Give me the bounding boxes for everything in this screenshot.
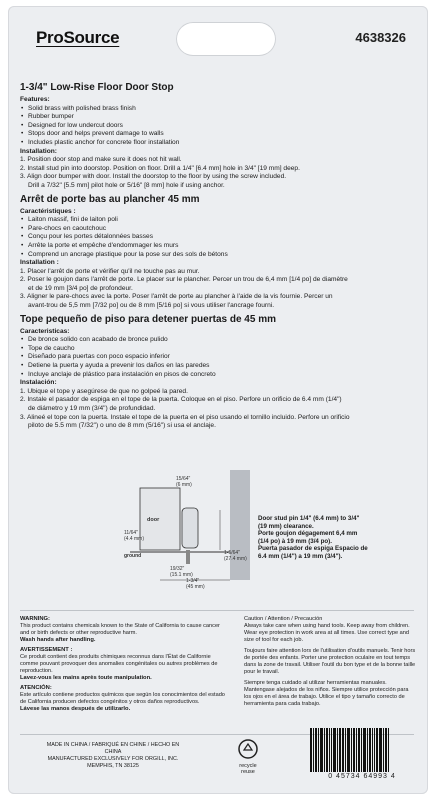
title-fr: Arrêt de porte bas au plancher 45 mm bbox=[20, 193, 200, 205]
feature-item: • Laiton massif, fini de laiton poli bbox=[28, 216, 410, 225]
spanish-section bbox=[20, 314, 410, 431]
step-item: piloto de 5.5 mm (7/32") o uno de 8 mm (5/16") si usa el anclaje. bbox=[28, 422, 216, 430]
install-label-es: Instalación: bbox=[20, 379, 57, 387]
step-item: 1. Placer l'arrêt de porte et vérifier qu'il ne touche pas au mur. bbox=[20, 267, 200, 275]
made-in-line: MADE IN CHINA / FABRIQUÉ EN CHINE / HECHO EN CHINA bbox=[46, 742, 180, 755]
spec-line: Puerta pasador de espiga Espacio de bbox=[258, 545, 368, 553]
feature-item: • Designed for low undercut doors bbox=[28, 122, 410, 131]
spec-line: (1/4 po) à 19 mm (3/4 po). bbox=[258, 537, 332, 545]
feature-item: • Includes plastic anchor for concrete floor installation bbox=[28, 139, 410, 148]
step-item: 3. Alineé el tope con la puerta. Instale el tope de la puerta en el piso usando el tornillo incluido. Perfore un orificio bbox=[20, 413, 350, 421]
barcode-bars bbox=[310, 728, 414, 772]
hang-hole bbox=[176, 22, 276, 56]
manufacturer-line: MANUFACTURED EXCLUSIVELY FOR ORGILL, INC. bbox=[47, 756, 179, 762]
english-section bbox=[20, 82, 410, 191]
features-label-es: Caracteristicas: bbox=[20, 327, 70, 335]
step-item: et de 19 mm [3/4 po] de profondeur. bbox=[28, 284, 133, 292]
sku-number: 4638326 bbox=[355, 30, 406, 45]
feature-item: • Rubber bumper bbox=[28, 113, 410, 122]
recycle-mark bbox=[230, 738, 266, 776]
steps-en bbox=[20, 156, 410, 190]
warning-bold: Wash hands after handling. bbox=[20, 637, 96, 643]
warning-body: This product contains chemicals known to the State of California to cause cancer and or birth defects or other reproductive harm. bbox=[20, 623, 220, 636]
spec-line: 6.4 mm (1/4") a 19 mm (3/4"). bbox=[258, 552, 343, 560]
feature-item: • De bronce solido con acabado de bronce pulido bbox=[28, 336, 410, 345]
warning-title: WARNING: bbox=[20, 616, 50, 622]
steps-fr bbox=[20, 268, 410, 311]
reuse-label: reuse bbox=[241, 769, 255, 775]
step-item: 2. Poser le goujon dans l'arrêt de porte. Le placer sur le plancher. Percer un trou de 6,4 mm [1/4 po] de diamètre bbox=[20, 276, 348, 284]
feature-item: • Pare-chocs en caoutchouc bbox=[28, 225, 410, 234]
spec-line: Door stud pin 1/4" (6.4 mm) to 3/4" bbox=[258, 515, 360, 522]
step-item: 2. Install stud pin into doorstop. Position on floor. Drill a 1/4" [6.4 mm] hole in 3/4" [19 mm] deep. bbox=[20, 164, 300, 172]
caution-fr: Toujours faire attention lors de l'utilisation d'outils manuels. Tenir hors de portée des enfants. Porter une protection oculaire en tout temps dans la zone de travail. Utiliser l'outil du bon type et de la bonne taille pour le travail. bbox=[244, 648, 416, 675]
brand-logo: ProSource bbox=[36, 28, 120, 47]
caution-en: Always take care when using hand tools. Keep away from children. Wear eye protection in work area at all times. Use correct type and size of tool for each job. bbox=[244, 623, 410, 643]
recycle-label: recycle bbox=[239, 762, 257, 769]
install-label-en: Installation: bbox=[20, 147, 57, 155]
door-label: door bbox=[147, 517, 160, 523]
step-item: 3. Aligner le pare-chocs avec la porte. Poser l'arrêt de porte au plancher à l'aide de la vis fournie. Percer un bbox=[20, 293, 333, 301]
spec-line: Porte goujon dégagement 6,4 mm bbox=[258, 530, 358, 538]
caution-title: Caution / Attention / Precaución bbox=[244, 616, 323, 622]
instructions bbox=[20, 82, 410, 434]
step-item: avant-trou de 5,5 mm [7/32 po] ou de 8 mm [5/16 po] si vous utiliser l'ancrage fourni. bbox=[28, 302, 275, 310]
feature-item: • Solid brass with polished brass finish bbox=[28, 105, 410, 114]
warning-body-es: Este artículo contiene productos químicos que según los conocimientos del estado de California producen defectos congénitos y otros daños reproductivos. bbox=[20, 692, 225, 705]
features-en bbox=[20, 105, 410, 148]
barcode bbox=[310, 728, 414, 780]
features-label-en: Features: bbox=[20, 96, 50, 103]
feature-item: • Arrête la porte et empêche d'endommager les murs bbox=[28, 242, 410, 251]
dim-top: 15/64" (6 mm) bbox=[176, 476, 192, 488]
warning-body-fr: Ce produit contient des produits chimiques reconnus dans l'État de Californie comme pouvant provoquer des anomalies congénitales ou autres problèmes de reproduction. bbox=[20, 654, 218, 674]
warning-title-fr: AVERTISSEMENT : bbox=[20, 647, 73, 653]
feature-item: • Tope de caucho bbox=[28, 345, 410, 354]
ground-label: ground bbox=[124, 553, 142, 559]
clearance-spec bbox=[258, 515, 408, 561]
stud-pin bbox=[186, 550, 190, 564]
warning-title-es: ATENCIÓN: bbox=[20, 685, 52, 691]
door-panel bbox=[140, 488, 180, 550]
spec-line: (19 mm) clearance. bbox=[258, 522, 314, 530]
feature-item: • Detiene la puerta y ayuda a prevenir los daños en las paredes bbox=[28, 362, 410, 371]
wall-panel bbox=[230, 470, 250, 580]
step-item: de diámetro y 19 mm (3/4") de profundidad. bbox=[28, 405, 156, 412]
recycle-icon bbox=[237, 738, 259, 760]
step-item: 1. Ubique el tope y asegúrese de que no golpeé la pared. bbox=[20, 387, 188, 395]
steps-es bbox=[20, 388, 410, 431]
title-en: 1-3/4" Low-Rise Floor Door Stop bbox=[20, 82, 174, 93]
caution-es: Siempre tenga cuidado al utilizar herramientas manuales. Mantengase alejados de los niños. Siempre utilice protección para los ojos en el área de trabajo. Utilice el tipo y tamaño correcto de herramienta para cada trabajo. bbox=[244, 680, 409, 707]
feature-item: • Diseñado para puertas con poco espacio inferior bbox=[28, 353, 410, 362]
divider bbox=[20, 610, 414, 611]
features-fr bbox=[20, 216, 410, 259]
feature-item: • Conçu pour les portes détalonnées basses bbox=[28, 233, 410, 242]
dim-bottom-2: 1-3/4" (45 mm) bbox=[186, 578, 205, 590]
step-item: Drill a 7/32" [5.5 mm] pilot hole or 5/16" [8 mm] hole if using anchor. bbox=[28, 181, 225, 189]
feature-item: • Stops door and helps prevent damage to walls bbox=[28, 130, 410, 139]
dim-right: 1-5/64" (27.4 mm) bbox=[224, 550, 247, 562]
features-label-fr: Caractéristiques : bbox=[20, 207, 76, 215]
features-es bbox=[20, 336, 410, 379]
step-item: 3. Align door bumper with door. Install the doorstop to the floor by using the screw included. bbox=[20, 173, 287, 181]
step-item: 2. Instale el pasador de espiga en el tope de la puerta. Coloque en el piso. Perfore un orificio de 6.4 mm (1/4") bbox=[20, 396, 342, 404]
made-in-block bbox=[38, 742, 188, 770]
step-item: 1. Position door stop and make sure it does not hit wall. bbox=[20, 156, 182, 164]
title-es: Tope pequeño de piso para detener puertas de 45 mm bbox=[20, 313, 276, 325]
dim-left: 11/64" (4.4 mm) bbox=[124, 530, 144, 542]
install-label-fr: Installation : bbox=[20, 259, 59, 267]
door-stop bbox=[182, 508, 198, 548]
warning-bold-fr: Lavez-vous les mains après toute manipulation. bbox=[20, 675, 152, 681]
caution-block bbox=[244, 616, 416, 708]
dim-bottom-1: 19/32" (15.1 mm) bbox=[170, 566, 193, 578]
feature-item: • Incluye anclaje de plástico para instalación en pisos de concreto bbox=[28, 371, 410, 380]
warning-block bbox=[20, 616, 228, 713]
address-line: MEMPHIS, TN 38125 bbox=[87, 763, 139, 769]
barcode-number: 0 45734 64993 4 bbox=[328, 773, 396, 780]
warning-bold-es: Lávese las manos después de utilizarlo. bbox=[20, 706, 131, 712]
feature-item: • Comprend un ancrage plastique pour la pose sur des sols de bétons bbox=[28, 251, 410, 260]
french-section bbox=[20, 194, 410, 311]
